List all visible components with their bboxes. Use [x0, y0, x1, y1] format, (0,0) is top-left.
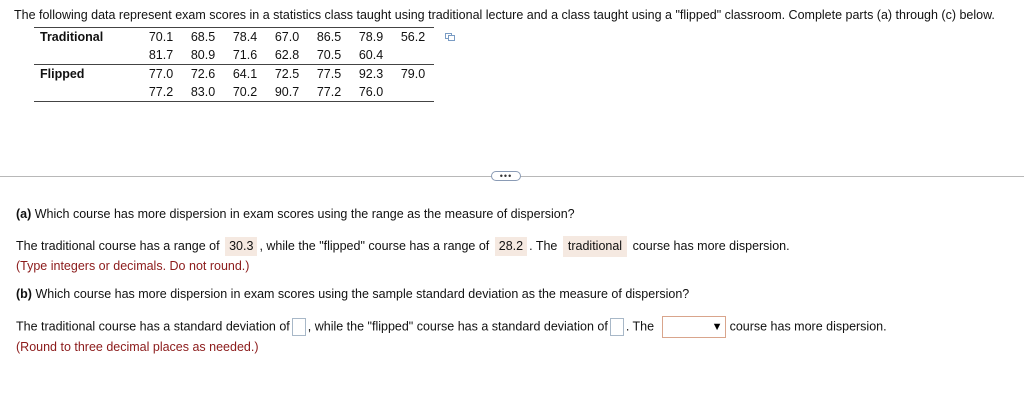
part-b-text-1: The traditional course has a standard deviation of — [16, 319, 290, 334]
part-a-text-1: The traditional course has a range of — [16, 239, 220, 253]
table-cell: 79.0 — [400, 67, 426, 81]
part-a-course-select[interactable]: traditional — [563, 236, 627, 257]
table-cell: 80.9 — [182, 46, 224, 65]
part-a-question-text: Which course has more dispersion in exam scores using the range as the measure of dispersion? — [31, 207, 575, 221]
flipped-range-answer[interactable]: 28.2 — [495, 237, 527, 256]
dropdown-arrow-icon: ▼ — [711, 321, 723, 333]
table-cell: 70.2 — [224, 83, 266, 102]
part-b-prefix: (b) — [16, 287, 32, 301]
table-cell: 77.2 — [140, 83, 182, 102]
scores-table-container — [34, 27, 444, 102]
table-cell: 70.1 — [140, 28, 182, 47]
row-label-traditional: Traditional — [34, 28, 140, 47]
part-b-course-dropdown[interactable] — [662, 316, 726, 338]
table-cell: 70.5 — [308, 46, 350, 65]
part-b-text-2: , while the "flipped" course has a standard deviation of — [307, 319, 608, 334]
table-row-flipped-2 — [34, 83, 434, 102]
table-cell: 78.9 — [350, 28, 392, 47]
part-b-question-text: Which course has more dispersion in exam scores using the sample standard deviation as the measure of dispersion? — [31, 287, 690, 301]
expand-button[interactable]: ••• — [491, 171, 521, 181]
part-b-question — [16, 287, 689, 301]
part-a-text-2: , while the "flipped" course has a range of — [259, 239, 490, 253]
table-cell: 86.5 — [308, 28, 350, 47]
table-cell: 81.7 — [140, 46, 182, 65]
table-cell: 77.0 — [148, 67, 174, 81]
part-b-text-4: course has more dispersion. — [729, 319, 887, 334]
table-row-traditional-1 — [34, 28, 434, 47]
table-cell: 76.0 — [350, 83, 392, 102]
traditional-sd-input[interactable] — [292, 318, 306, 336]
table-cell: 64.1 — [232, 67, 258, 81]
table-cell — [392, 83, 434, 102]
flipped-sd-input[interactable] — [610, 318, 624, 336]
part-a-text-4: course has more dispersion. — [632, 239, 790, 253]
problem-intro: The following data represent exam scores in a statistics class taught using traditional lecture and a class taught using a "flipped" classroom. Complete parts (a) through (c) below. — [14, 8, 995, 22]
table-cell: 77.5 — [316, 67, 342, 81]
table-cell: 72.5 — [274, 67, 300, 81]
table-cell: 83.0 — [182, 83, 224, 102]
table-cell: 92.3 — [358, 67, 384, 81]
table-cell: 90.7 — [266, 83, 308, 102]
copy-data-icon[interactable] — [445, 33, 455, 41]
part-a-question — [16, 207, 575, 221]
part-a-prefix: (a) — [16, 207, 32, 221]
table-row-traditional-2 — [34, 46, 434, 65]
table-cell: 62.8 — [266, 46, 308, 65]
part-b-text-3: . The — [625, 319, 655, 334]
scores-table — [34, 27, 434, 102]
table-cell: 60.4 — [350, 46, 392, 65]
part-a-hint: (Type integers or decimals. Do not round.) — [16, 259, 250, 273]
table-cell: 56.2 — [392, 28, 434, 47]
table-cell: 78.4 — [224, 28, 266, 47]
table-row-flipped-1 — [34, 65, 434, 84]
part-b-hint: (Round to three decimal places as needed.) — [16, 340, 259, 354]
table-cell: 67.0 — [266, 28, 308, 47]
table-cell: 77.2 — [308, 83, 350, 102]
table-cell — [392, 46, 434, 65]
part-a-answer — [16, 236, 790, 257]
row-label-flipped: Flipped — [40, 67, 85, 81]
part-b-answer — [16, 316, 887, 338]
part-a-text-3: . The — [529, 239, 558, 253]
table-cell: 71.6 — [224, 46, 266, 65]
table-cell: 68.5 — [182, 28, 224, 47]
traditional-range-answer[interactable]: 30.3 — [225, 237, 257, 256]
table-cell: 72.6 — [190, 67, 216, 81]
